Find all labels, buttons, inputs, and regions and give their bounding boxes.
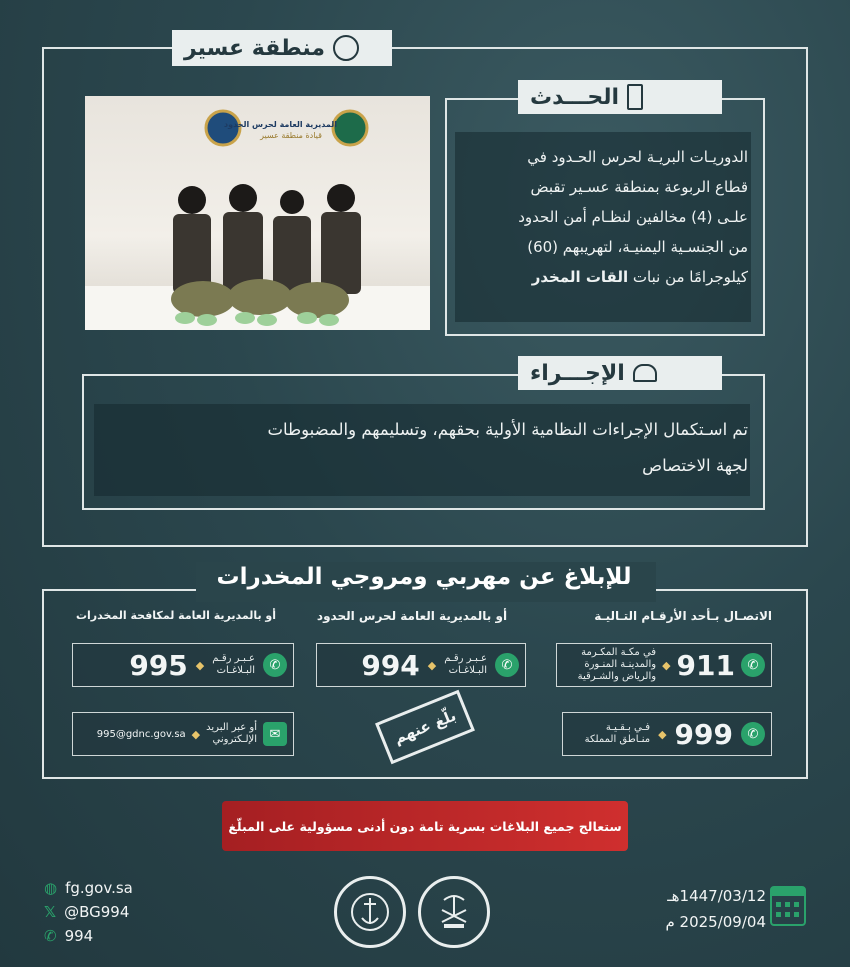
region-title: منطقة عسير (184, 35, 325, 61)
event-title-tag (518, 80, 722, 114)
event-text (460, 142, 748, 292)
hotline-994-number: 994 (361, 648, 420, 682)
hotline-911-desc (578, 647, 656, 683)
website-row[interactable] (44, 876, 204, 900)
website[interactable]: fg.gov.sa (65, 879, 133, 897)
hotline-911-number: 911 (676, 648, 735, 682)
arrow-icon: ◆ (658, 727, 667, 741)
hotline-999-box[interactable] (562, 712, 772, 756)
ministry-logo (418, 876, 490, 948)
col-mid-header: أو بالمديرية العامة لحرس الحدود (316, 609, 508, 623)
phone-icon: ✆ (741, 653, 765, 677)
action-title: الإجـــراء (530, 360, 625, 386)
event-line-5-bold: القات المخدر (531, 268, 629, 286)
event-line-4: من الجنسـية اليمنيـة، لتهريبهم (60) (527, 238, 748, 256)
arrow-icon: ◆ (427, 658, 437, 672)
siren-icon (633, 364, 657, 382)
hotline-995-desc-2: البـلاغـات (216, 665, 255, 676)
confidentiality-notice (222, 801, 628, 851)
border-guard-logo (334, 876, 406, 948)
email-desc-1: أو عبر البريد (206, 722, 257, 733)
phone-row[interactable] (44, 924, 204, 948)
anchor-swords-emblem (348, 890, 392, 934)
hotline-995-number: 995 (129, 648, 188, 682)
phone-icon: ✆ (44, 927, 57, 945)
email-desc (206, 722, 257, 746)
arrow-icon: ◆ (195, 658, 205, 672)
hotline-995-desc-1: عـبـر رقـم (212, 653, 255, 664)
walkie-talkie-icon (627, 84, 643, 110)
phone-icon: ✆ (495, 653, 519, 677)
date-gregorian: 2025/09/04 م (665, 913, 766, 931)
phone-icon: ✆ (741, 722, 765, 746)
ministry-emblem (333, 111, 367, 145)
hotline-994-box[interactable] (316, 643, 526, 687)
magnifier-icon (333, 35, 359, 61)
col-right-header: الاتصـال بـأحد الأرقـام التـاليـة (594, 609, 772, 623)
x-icon: 𝕏 (44, 903, 57, 921)
hotline-911-desc-1: في مكـة المكـرمة (581, 647, 657, 658)
hotline-995-desc (212, 653, 255, 677)
calendar-grid (772, 888, 804, 924)
report-heading: للإبلاغ عن مهربي ومروجي المخدرات (216, 564, 632, 590)
action-line-2: لجهة الاختصاص (642, 456, 748, 475)
action-line-1: تم اسـتكمال الإجراءات النظامية الأولية بحقهم، وتسليمهم والمضبوطات (267, 420, 748, 439)
palm-swords-emblem (432, 890, 476, 934)
news-photo (85, 96, 430, 330)
event-line-5-prefix: كيلوجرامًا من نبات (628, 268, 748, 286)
hotline-911-desc-3: والرياض والشـرقية (577, 671, 657, 682)
event-line-2: قطاع الربوعة بمنطقة عسـير تقبض (530, 178, 748, 196)
photo-banner-line2: قيادة منطقة عسير (260, 131, 322, 140)
calendar-icon (770, 886, 806, 926)
event-title: الحـــدث (530, 84, 620, 110)
notice-text: ستعالج جميع البلاغات بسرية تامة دون أدنى مسؤولية على المبلّغ (228, 818, 622, 834)
hotline-994-desc (444, 653, 487, 677)
footer-links (44, 876, 204, 948)
hotline-911-desc-2: والمدينـة المنـورة (584, 659, 657, 670)
hotline-999-desc-1: فـي بـقـيـة (605, 722, 651, 733)
event-line-1: الدوريـات البريـة لحرس الحـدود في (527, 148, 748, 166)
hotline-999-desc-2: منـاطق المملكة (584, 734, 651, 745)
hotline-999-desc (585, 722, 650, 746)
photo-banner (224, 120, 337, 140)
action-title-tag (518, 356, 722, 390)
footer-phone[interactable]: 994 (64, 927, 94, 945)
event-line-5 (460, 262, 748, 292)
col-left-header: أو بالمديرية العامة لمكافحة المخدرات (75, 609, 277, 622)
hotline-995-box[interactable] (72, 643, 294, 687)
event-line-3: علـى (4) مخالفين لنظـام أمن الحدود (518, 208, 748, 226)
arrow-icon: ◆ (662, 658, 671, 672)
footer-dates (620, 883, 766, 935)
region-title-tag (172, 30, 392, 66)
email-box[interactable] (72, 712, 294, 756)
hotline-911-box[interactable] (556, 643, 772, 687)
hotline-999-number: 999 (674, 717, 733, 751)
phone-icon: ✆ (263, 653, 287, 677)
action-text (98, 412, 748, 484)
date-hijri: 1447/03/12هـ (667, 887, 766, 905)
twitter-handle[interactable]: @BG994 (64, 903, 130, 921)
mail-icon: ✉ (263, 722, 287, 746)
twitter-row[interactable] (44, 900, 204, 924)
arrow-icon: ◆ (191, 727, 201, 741)
hotline-994-desc-1: عـبـر رقـم (444, 653, 487, 664)
email-desc-2: الإلـكتروني (212, 734, 257, 745)
report-stamp-text: بلّغ عنهم (391, 706, 459, 748)
globe-icon: ◍ (44, 879, 58, 897)
email-address[interactable]: 995@gdnc.gov.sa (96, 728, 186, 740)
hotline-994-desc-2: البـلاغـات (448, 665, 487, 676)
photo-banner-line1: المديرية العامة لحرس الحدود (224, 120, 337, 129)
